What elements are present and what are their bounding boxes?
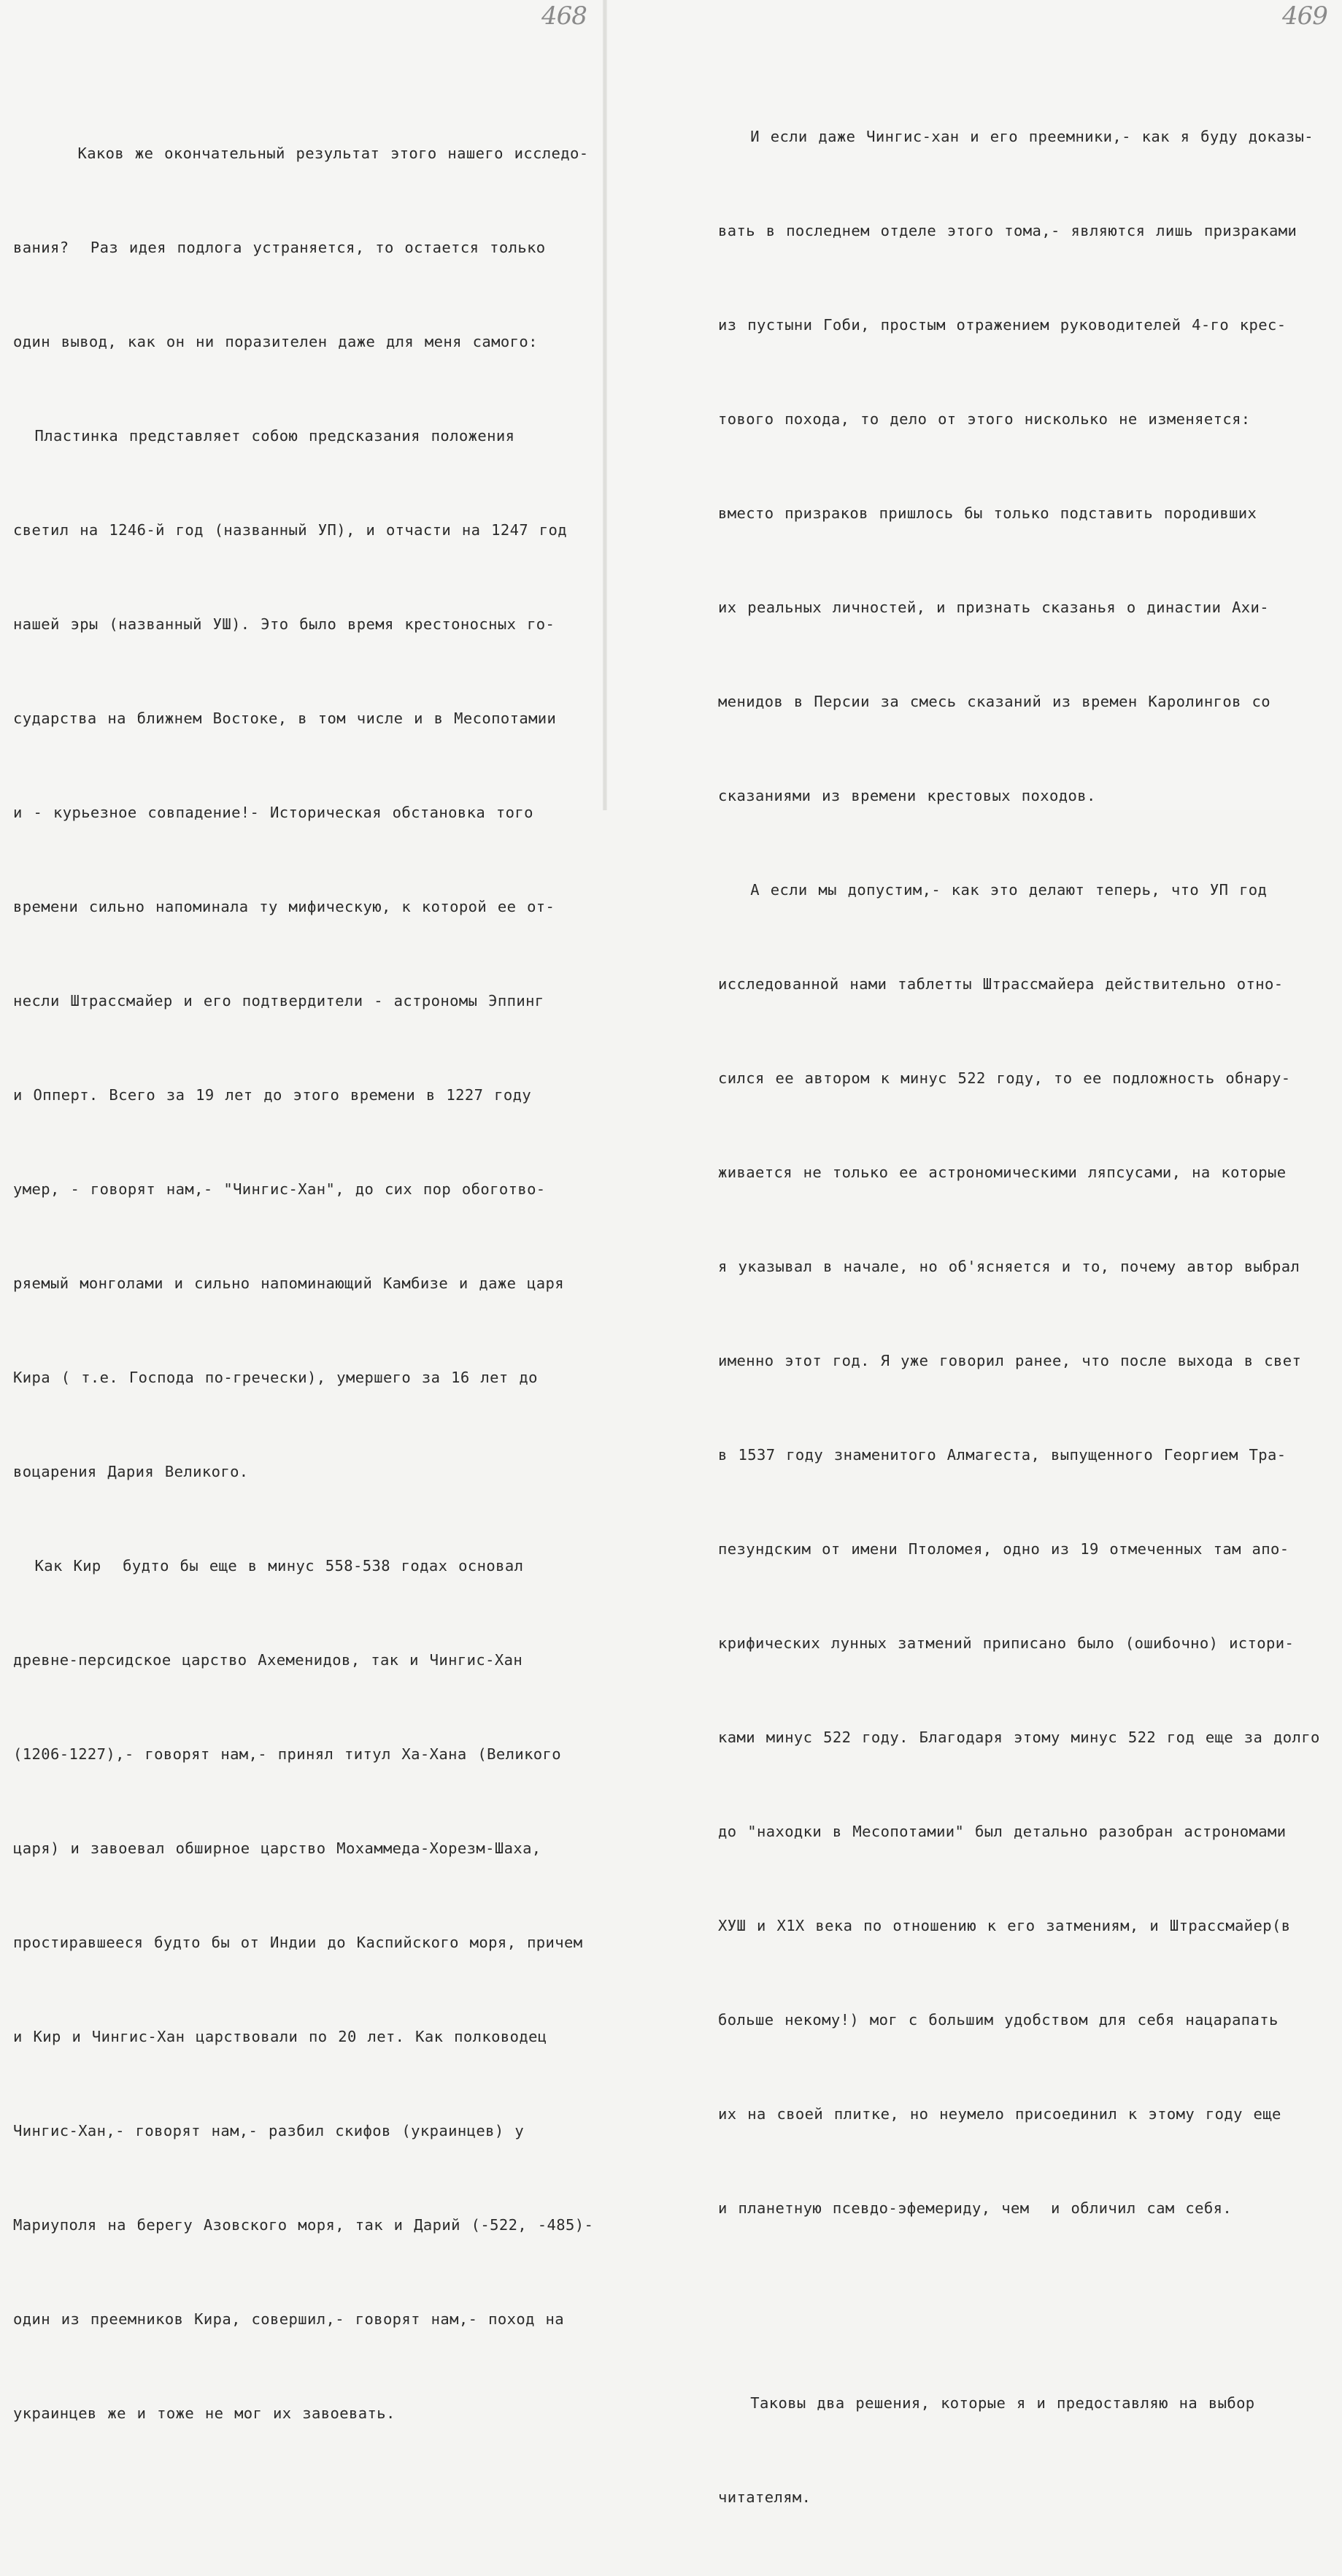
text-line: живается не только ее астрономическими ляпсусами, на которые bbox=[718, 1164, 1287, 1181]
text-line: воцарения Дария Великого. bbox=[13, 1463, 249, 1480]
text-line: Каков же окончательный результат этого нашего исследо- bbox=[13, 145, 589, 162]
text-line: их на своей плитке, но неумело присоединил к этому году еще bbox=[718, 2105, 1281, 2123]
text-line: один из преемников Кира, совершил,- говорят нам,- поход на bbox=[13, 2310, 565, 2328]
text-line: и - курьезное совпадение!- Историческая обстановка того bbox=[13, 804, 533, 821]
text-line: их реальных личностей, и признать сказанья о династии Ахи- bbox=[718, 599, 1270, 616]
text-line: больше некому!) мог с большим удобством для себя нацарапать bbox=[718, 2011, 1279, 2029]
text-line: сударства на ближнем Востоке, в том числе и в Месопотамии bbox=[13, 710, 557, 727]
text-line: (1206-1227),- говорят нам,- принял титул Ха-Хана (Великого bbox=[13, 1745, 562, 1763]
text-line: один вывод, как он ни поразителен даже для меня самого: bbox=[13, 333, 538, 350]
right-page-text bbox=[718, 58, 1320, 2576]
text-line: царя) и завоевал обширное царство Мохаммеда-Хорезм-Шаха, bbox=[13, 1839, 541, 1857]
text-line: читателям. bbox=[718, 2488, 811, 2506]
text-line: А если мы допустим,- как это делают теперь, что УП год bbox=[718, 881, 1268, 899]
text-line: и Опперт. Всего за 19 лет до этого времени в 1227 году bbox=[13, 1086, 532, 1104]
text-line: древне-персидское царство Ахеменидов, так и Чингис-Хан bbox=[13, 1651, 523, 1669]
text-line: в 1537 году знаменитого Алмагеста, выпущенного Георгием Тра- bbox=[718, 1446, 1287, 1464]
text-line: И если даже Чингис-хан и его преемники,- как я буду доказы- bbox=[718, 128, 1314, 145]
text-line: Таковы два решения, которые я и предоставляю на выбор bbox=[718, 2394, 1255, 2412]
text-line: крифических лунных затмений приписано было (ошибочно) истори- bbox=[718, 1634, 1295, 1652]
text-line: исследованной нами таблетты Штрассмайера действительно отно- bbox=[718, 975, 1284, 993]
text-line: и Кир и Чингис-Хан царствовали по 20 лет. Как полководец bbox=[13, 2028, 547, 2045]
text-line: вать в последнем отделе этого тома,- являются лишь призраками bbox=[718, 222, 1297, 239]
left-page-number: 468 bbox=[541, 1, 587, 31]
text-line: ХУШ и Х1Х века по отношению к его затмениям, и Штрассмайер(в bbox=[718, 1917, 1291, 1934]
left-page-text bbox=[13, 75, 593, 2492]
left-page bbox=[0, 0, 606, 2422]
text-line: и планетную псевдо-эфемериду, чем и обличил сам себя. bbox=[718, 2199, 1233, 2217]
text-line: времени сильно напоминала ту мифическую, к которой ее от- bbox=[13, 898, 555, 915]
right-page-number: 469 bbox=[1282, 1, 1327, 31]
text-line: из пустыни Гоби, простым отражением руководителей 4-го крес- bbox=[718, 316, 1287, 334]
text-line: Чингис-Хан,- говорят нам,- разбил скифов (украинцев) у bbox=[13, 2122, 525, 2139]
text-line: тового похода, то дело от этого нисколько не изменяется: bbox=[718, 410, 1251, 428]
text-line: Пластинка представляет собою предсказания положения bbox=[13, 427, 515, 445]
text-line-spacer bbox=[718, 2287, 1320, 2325]
text-line: простиравшееся будто бы от Индии до Каспийского моря, причем bbox=[13, 1934, 583, 1951]
text-line: несли Штрассмайер и его подтвердители - астрономы Эппинг bbox=[13, 992, 544, 1010]
text-line: Кира ( т.е. Господа по-гречески), умершего за 16 лет до bbox=[13, 1369, 538, 1386]
text-line: сказаниями из времени крестовых походов. bbox=[718, 787, 1096, 804]
text-line: до "находки в Месопотамии" был детально разобран астрономами bbox=[718, 1823, 1287, 1840]
text-line: украинцев же и тоже не мог их завоевать. bbox=[13, 2404, 396, 2422]
text-line: вместо призраков пришлось бы только подставить породивших bbox=[718, 504, 1257, 522]
text-line: Как Кир будто бы еще в минус 558-538 годах основал bbox=[13, 1557, 524, 1575]
text-line: ками минус 522 году. Благодаря этому минус 522 год еще за долго bbox=[718, 1729, 1320, 1746]
text-line: Мариуполя на берегу Азовского моря, так и Дарий (-522, -485)- bbox=[13, 2216, 594, 2234]
text-line: сился ее автором к минус 522 году, то ее подложность обнару- bbox=[718, 1069, 1291, 1087]
text-line: пезундским от имени Птоломея, одно из 19 отмеченных там апо- bbox=[718, 1540, 1289, 1558]
right-page bbox=[606, 0, 1342, 2506]
text-line: умер, - говорят нам,- "Чингис-Хан", до сих пор обоготво- bbox=[13, 1180, 546, 1198]
text-line: я указывал в начале, но об'ясняется и то, почему автор выбрал bbox=[718, 1258, 1300, 1275]
text-line: менидов в Персии за смесь сказаний из времен Каролингов со bbox=[718, 693, 1271, 710]
text-line: ряемый монголами и сильно напоминающий Камбизе и даже царя bbox=[13, 1274, 565, 1292]
text-line: нашей эры (названный УШ). Это было время крестоносных го- bbox=[13, 615, 555, 633]
text-line: вания? Раз идея подлога устраняется, то остается только bbox=[13, 239, 546, 256]
text-line: светил на 1246-й год (названный УП), и отчасти на 1247 год bbox=[13, 521, 568, 539]
text-line: именно этот год. Я уже говорил ранее, что после выхода в свет bbox=[718, 1352, 1302, 1369]
